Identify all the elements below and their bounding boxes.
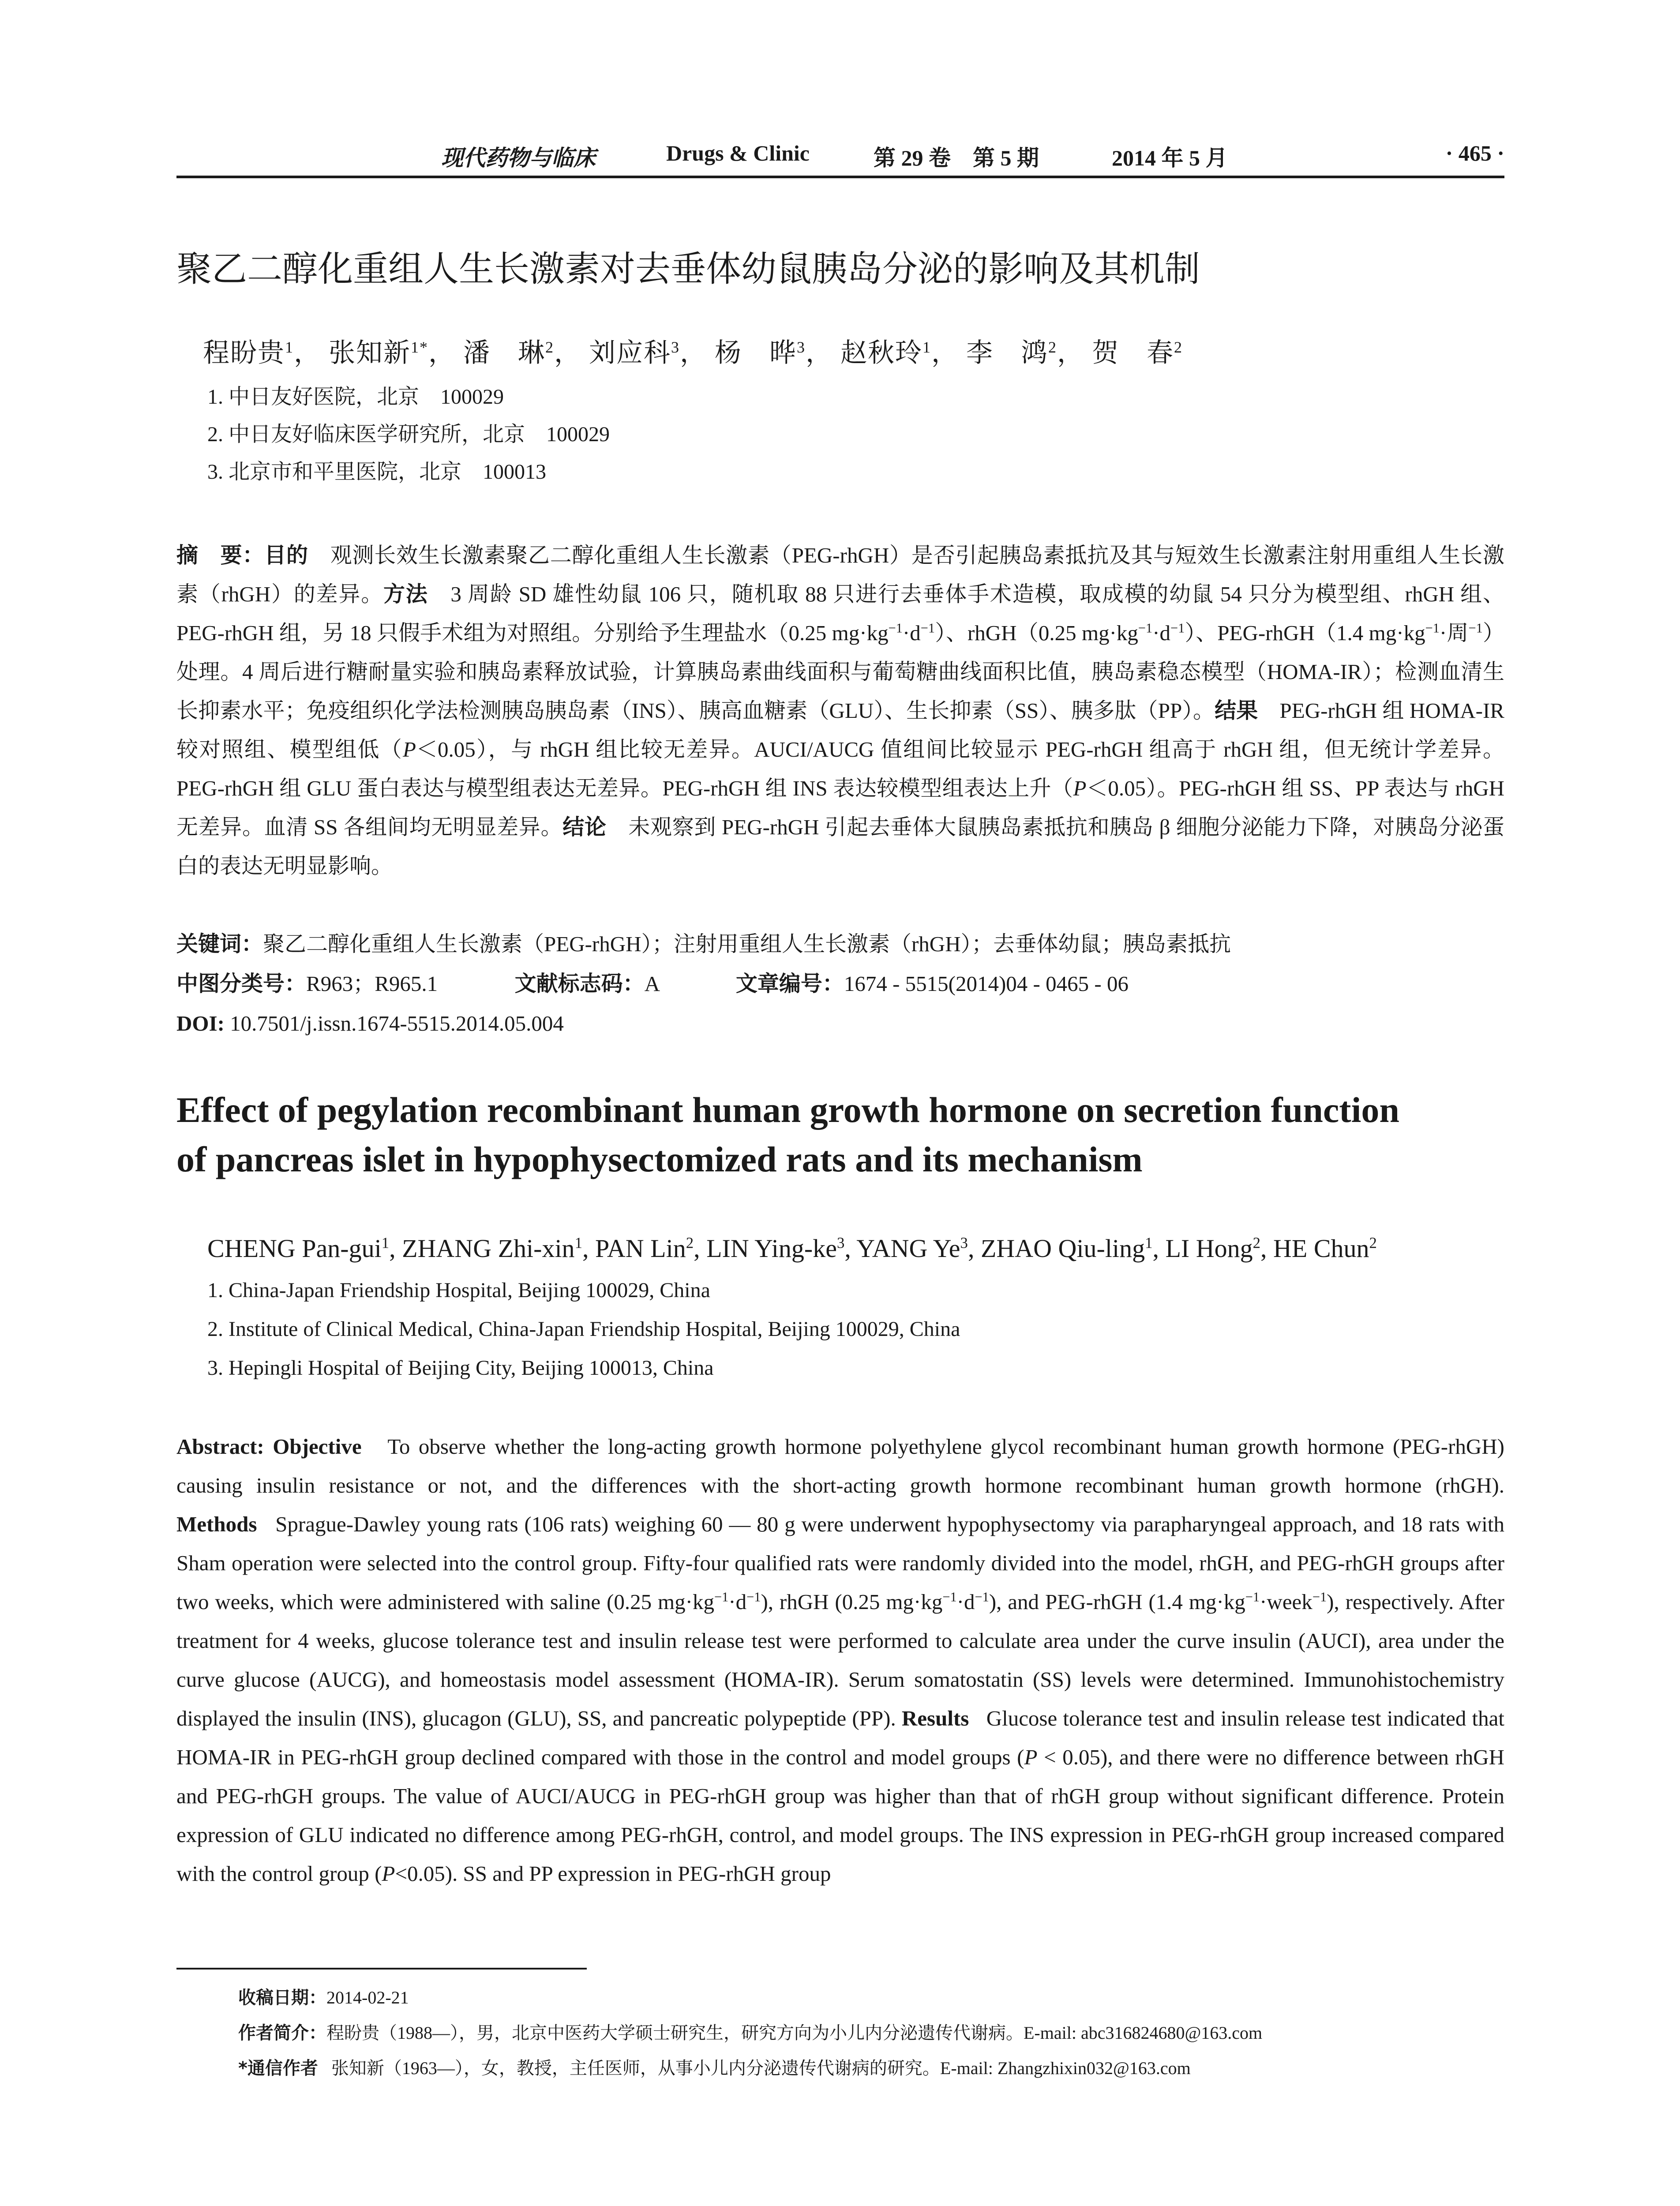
journal-name-en: Drugs & Clinic — [666, 141, 810, 165]
received-label: 收稿日期： — [238, 1988, 326, 2008]
doc-code-label: 文献标志码： — [514, 971, 645, 996]
exponent: −1 — [920, 620, 935, 636]
keywords-label: 关键词： — [176, 931, 263, 957]
exponent: −1 — [1138, 620, 1153, 636]
p-value-symbol: P — [382, 1861, 395, 1886]
article-title-cn: 聚乙二醇化重组人生长激素对去垂体幼鼠胰岛分泌的影响及其机制 — [176, 248, 1200, 289]
corresponding-label: *通信作者 — [238, 2058, 318, 2078]
classification-line — [176, 968, 1129, 999]
results-label: 结果 — [1215, 698, 1258, 723]
clc-value: R963；R965.1 — [306, 972, 438, 996]
methods-text: ), and PEG-rhGH (1.4 mg·kg — [989, 1590, 1245, 1614]
exponent: −1 — [1245, 1589, 1260, 1605]
results-text: Glucose tolerance test and insulin release test indicated that HOMA-IR in PEG-rhGH group declined compared with those in the control and model groups ( — [176, 1706, 1505, 1769]
conclusion-label: 结论 — [562, 814, 607, 840]
volume-issue: 第 29 卷 第 5 期 — [874, 146, 1039, 170]
author-affiliation-mark: 1 — [381, 1234, 390, 1252]
keywords-cn — [176, 929, 1231, 960]
title-line: of pancreas islet in hypophysectomized rats and its mechanism — [176, 1139, 1143, 1179]
p-value-symbol: P — [1073, 776, 1087, 800]
p-value-symbol: P — [1024, 1745, 1038, 1769]
corresponding-text: 张知新（1963—），女，教授，主任医师，从事小儿内分泌遗传代谢病的研究。E-mail: Zhangzhixin032@163.com — [331, 2058, 1191, 2078]
methods-text: Sprague-Dawley young rats (106 rats) weighing 60 — 80 g were underwent hypophysectomy via parapharyngeal approach, and 18 rats with Sham operation were selected into the control group. Fifty-four qualified rats were randomly divided into the model, rhGH, and PEG-rhGH groups after two weeks, which were administered with saline (0.25 mg·kg — [176, 1512, 1504, 1614]
affiliation-cn-3: 3. 北京市和平里医院，北京 100013 — [207, 460, 547, 484]
affiliation-en-1: 1. China-Japan Friendship Hospital, Beijing 100029, China — [207, 1279, 710, 1302]
footnote-corresponding-author — [238, 2056, 1191, 2081]
author-name: LI Hong — [1165, 1234, 1253, 1263]
abstract-label: 摘 要： — [176, 543, 265, 568]
exponent: −1 — [942, 1589, 957, 1605]
results-text: < 0.05), and there were no difference between rhGH and PEG-rhGH groups. The value of AUCI/AUCG in PEG-rhGH group was higher than that of rhGH group without significant difference. Protein expression of GLU indicated no difference among PEG-rhGH, control, and model groups. The INS expression in PEG-rhGH group increased compared with the control group ( — [176, 1745, 1504, 1886]
objective-label: 目的 — [264, 543, 308, 568]
results-text: PEG-rhGH 组 HOMA-IR 较对照组、模型组低（ — [176, 698, 1504, 762]
journal-name-cn: 现代药物与临床 — [441, 146, 596, 170]
author-name: 潘 琳 — [463, 338, 545, 368]
title-line: Effect of pegylation recombinant human growth hormone on secretion function — [176, 1090, 1399, 1130]
author-affiliation-mark: 3 — [960, 1234, 968, 1252]
author-name: 李 鸿 — [966, 338, 1048, 368]
author-name: 赵秋玲 — [840, 338, 922, 368]
exponent: −1 — [1468, 620, 1483, 636]
keywords-text: 聚乙二醇化重组人生长激素（PEG-rhGH）；注射用重组人生长激素（rhGH）；去垂体幼鼠；胰岛素抵抗 — [263, 932, 1231, 956]
author-affiliation-mark: 3 — [797, 338, 806, 356]
received-date: 2014-02-21 — [326, 1988, 409, 2007]
methods-label: Methods — [176, 1512, 257, 1536]
author-name: LIN Ying-ke — [706, 1234, 837, 1263]
doi-line — [176, 1008, 564, 1039]
methods-text: ·d — [1152, 621, 1171, 645]
header-rule — [176, 176, 1504, 178]
exponent: −1 — [975, 1589, 989, 1605]
abstract-en — [176, 1427, 1504, 1893]
author-affiliation-mark: 3 — [836, 1234, 845, 1252]
author-list-en: CHENG Pan-gui$^1$, ZHANG Zhi-xin$^1$, PAN Lin$^2$, LIN Ying-$ke^3$, YANG Ye$^3$, ZHAO Qiu-ling$^1$, LI Hong$^2$, HE Chun$^2$ — [207, 1234, 1377, 1263]
issue-date: 2014 年 5 月 — [1112, 146, 1228, 170]
p-value-symbol: P — [403, 737, 416, 762]
exponent: −1 — [714, 1589, 729, 1605]
author-name: 贺 春 — [1092, 338, 1174, 368]
methods-text: ), rhGH (0.25 mg·kg — [761, 1590, 943, 1614]
article-title-en — [176, 1085, 1544, 1184]
bio-text: 程盼贵（1988—），男，北京中医药大学硕士研究生，研究方向为小儿内分泌遗传代谢病。E-mail: abc316824680@163.com — [326, 2023, 1263, 2043]
results-label: Results — [901, 1706, 969, 1730]
methods-text: ·week — [1260, 1590, 1312, 1614]
exponent: −1 — [1425, 620, 1440, 636]
affiliation-cn-1: 1. 中日友好医院，北京 100029 — [207, 385, 504, 409]
exponent: −1 — [888, 620, 903, 636]
author-name: YANG Ye — [856, 1234, 960, 1263]
methods-text: ·d — [728, 1590, 747, 1614]
exponent: −1 — [1312, 1589, 1327, 1605]
page-number: · 465 · — [1445, 141, 1504, 165]
exponent: −1 — [746, 1589, 761, 1605]
author-affiliation-mark: 2 — [545, 338, 554, 356]
methods-text: ), respectively. After treatment for 4 weeks, glucose tolerance test and insulin release test were performed to calculate area under the curve insulin (AUCI), area under the curve glucose (AUCG), and homeostasis model assessment (HOMA-IR). Serum somatostatin (SS) levels were determined. Immunohistochemistry displayed the insulin (INS), glucagon (GLU), SS, and pancreatic polypeptide (PP). — [176, 1590, 1505, 1730]
affiliation-cn-2: 2. 中日友好临床医学研究所，北京 100029 — [207, 423, 610, 446]
methods-text: ·周 — [1439, 621, 1469, 645]
author-affiliation-mark: 1 — [1145, 1234, 1153, 1252]
author-name: ZHAO Qiu-ling — [980, 1234, 1145, 1263]
author-affiliation-mark: 2 — [1174, 338, 1183, 356]
author-affiliation-mark: 2 — [1048, 338, 1057, 356]
author-name: 张知新 — [329, 338, 411, 368]
abstract-cn — [176, 536, 1504, 885]
author-name: HE Chun — [1273, 1234, 1369, 1263]
affiliation-en-2: 2. Institute of Clinical Medical, China-Japan Friendship Hospital, Beijing 100029, China — [207, 1317, 960, 1341]
article-no-value: 1674 - 5515(2014)04 - 0465 - 06 — [844, 972, 1129, 996]
methods-text: ）处理。4 周后进行糖耐量实验和胰岛素释放试验，计算胰岛素曲线面积与葡萄糖曲线面积比值，胰岛素稳态模型（HOMA-IR）；检测血清生长抑素水平；免疫组织化学法检测胰岛胰岛素（INS）、胰高血糖素（GLU）、生长抑素（SS）、胰多肽（PP）。 — [176, 621, 1504, 723]
author-affiliation-mark: 2 — [1252, 1234, 1261, 1252]
author-name: ZHANG Zhi-xin — [402, 1234, 575, 1263]
doc-code-value: A — [644, 972, 659, 996]
author-name: 程盼贵 — [203, 338, 285, 368]
author-list-cn: 程盼贵$^1$， 张知新$^{1*}$， 潘 琳$^2$， 刘应科$^3$， 杨 晔$^3$， 赵秋玲$^1$， 李 鸿$^2$， 贺 春$^2$ — [203, 338, 1183, 368]
affiliation-en-3: 3. Hepingli Hospital of Beijing City, Beijing 100013, China — [207, 1356, 714, 1380]
author-name: CHENG Pan-gui — [207, 1234, 382, 1263]
author-name: 杨 晔 — [715, 338, 797, 368]
author-affiliation-mark: 2 — [1369, 1234, 1377, 1252]
footnote-rule — [176, 1968, 587, 1970]
doi-label: DOI: — [176, 1011, 225, 1035]
conclusion-text: 未观察到 PEG-rhGH 引起去垂体大鼠胰岛素抵抗和胰岛 β 细胞分泌能力下降，对胰岛分泌蛋白的表达无明显影响。 — [176, 815, 1504, 878]
results-text: ＜0.05），与 rhGH 组比较无差异。AUCI/AUCG 值组间比较显示 PEG-rhGH 组高于 rhGH 组，但无统计学差异。PEG-rhGH 组 GLU 蛋白表达与模型组表达无差异。PEG-rhGH 组 INS 表达较模型组表达上升（ — [176, 737, 1504, 800]
author-affiliation-mark: 1 — [285, 338, 294, 356]
abstract-objective-label: Abstract: Objective — [176, 1434, 362, 1459]
methods-text: ）、PEG-rhGH（1.4 mg·kg — [1185, 621, 1425, 645]
methods-text: ·d — [956, 1590, 975, 1614]
footnote-author-bio — [238, 2021, 1262, 2045]
results-text: ＜0.05）。PEG-rhGH 组 SS、PP 表达与 rhGH 无差异。血清 SS 各组间均无明显差异。 — [176, 776, 1504, 839]
bio-label: 作者简介： — [238, 2023, 326, 2043]
author-name: PAN Lin — [595, 1234, 686, 1263]
methods-label: 方法 — [383, 582, 428, 607]
objective-text: 观测长效生长激素聚乙二醇化重组人生长激素（PEG-rhGH）是否引起胰岛素抵抗及其与短效生长激素注射用重组人生长激素（rhGH）的差异。 — [176, 543, 1504, 606]
author-affiliation-mark: 1 — [922, 338, 931, 356]
methods-text: ·d — [902, 621, 921, 645]
author-affiliation-mark: 1 — [574, 1234, 582, 1252]
clc-label: 中图分类号： — [176, 971, 307, 996]
author-name: 刘应科 — [589, 338, 671, 368]
doi-value: 10.7501/j.issn.1674-5515.2014.05.004 — [230, 1011, 564, 1035]
article-no-label: 文章编号： — [735, 971, 844, 996]
exponent: −1 — [1170, 620, 1185, 636]
methods-text: ）、rhGH（0.25 mg·kg — [935, 621, 1138, 645]
running-header — [176, 140, 1504, 171]
results-text: <0.05). SS and PP expression in PEG-rhGH group — [395, 1861, 831, 1886]
methods-text: 3 周龄 SD 雄性幼鼠 106 只，随机取 88 只进行去垂体手术造模，取成模的幼鼠 54 只分为模型组、rhGH 组、PEG-rhGH 组，另 18 只假手术组为对照组。分别给予生理盐水（0.25 mg·kg — [176, 582, 1504, 645]
footnote-received — [238, 1985, 409, 2010]
author-affiliation-mark: 3 — [671, 338, 680, 356]
author-affiliation-mark: 1* — [411, 338, 428, 356]
author-affiliation-mark: 2 — [686, 1234, 694, 1252]
objective-text: To observe whether the long-acting growth hormone polyethylene glycol recombinant human growth hormone (PEG-rhGH) causing insulin resistance or not, and the differences with the short-acting growth hormone recombinant human growth hormone (rhGH). — [176, 1434, 1504, 1497]
